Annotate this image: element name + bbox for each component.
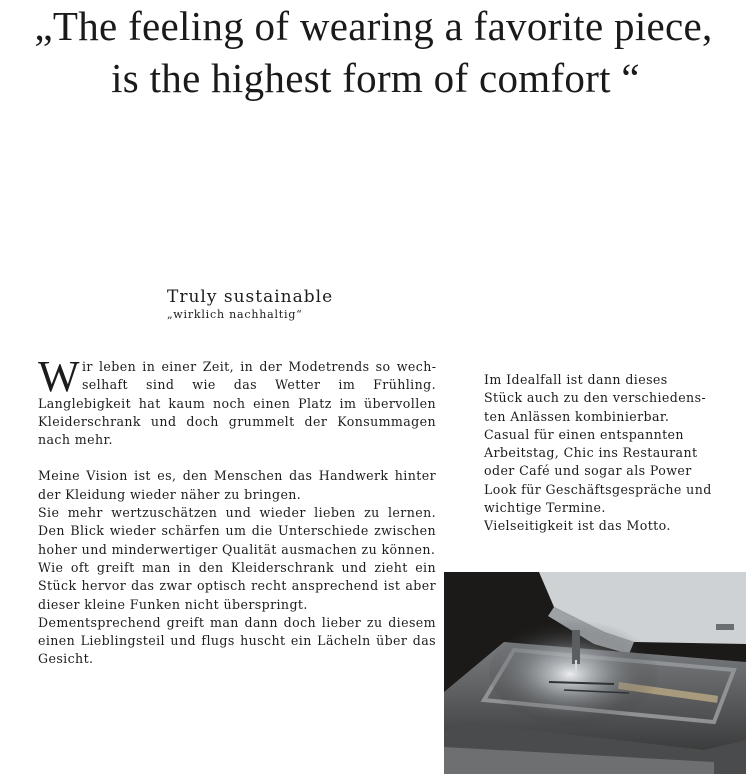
right-line: Stück auch zu den verschiedens- [484,390,707,406]
right-line: oder Café und sogar als Power [484,463,692,479]
paragraph-favorite: Dementsprechend greift man dann doch lieber zu diesem einen Lieblingsteil und flugs huscht ein Lächeln über das Gesicht. [38,614,436,667]
section-title: Truly sustainable [167,287,334,307]
paragraph-vision: Meine Vision ist es, den Menschen das Handwerk hinter der Kleidung wieder näher zu bringen. [38,468,436,502]
right-line: ten Anlässen kombinierbar. [484,408,670,424]
headline-quote [0,0,755,104]
sewing-machine-photo [444,572,746,774]
right-line: Vielseitigkeit ist das Motto. [484,518,671,534]
paragraph-intro-text: ir leben in einer Zeit, in der Modetrends so wechselhaft sind wie das Wetter im Frühling. Langlebigkeit hat kaum noch einen Platz im übervollen Kleiderschrank und doch grummelt der Konsummagen nach mehr. [38,359,436,448]
paragraph-appreciate: Sie mehr wertzuschätzen und wieder lieben zu lernen. Den Blick wieder schärfen um die Unterschiede zwischen hoher und minderwertiger Qualität ausmachen zu können. [38,505,436,557]
left-text-column [38,352,436,669]
right-line: Arbeitstag, Chic ins Restaurant [484,445,698,461]
quote-line-2: is the highest form of comfort “ [111,55,640,101]
right-line: Casual für einen entspannten [484,426,684,442]
section-subtitle: „wirklich nachhaltig“ [167,308,303,321]
drop-cap: W [38,352,80,401]
right-line: wichtige Termine. [484,500,606,516]
paragraph-intro [38,352,436,449]
section-heading [167,286,333,321]
paragraph-wardrobe: Wie oft greift man in den Kleiderschrank und zieht ein Stück hervor das zwar optisch recht ansprechend ist aber dieser kleine Funken nicht überspringt. [38,559,436,612]
sewing-machine-illustration [444,572,746,774]
quote-line-1: „The feeling of wearing a favorite piece, [34,3,713,49]
right-text-column [484,371,734,536]
right-line: Im Idealfall ist dann dieses [484,372,668,387]
right-line: Look für Geschäftsgespräche und [484,481,712,497]
